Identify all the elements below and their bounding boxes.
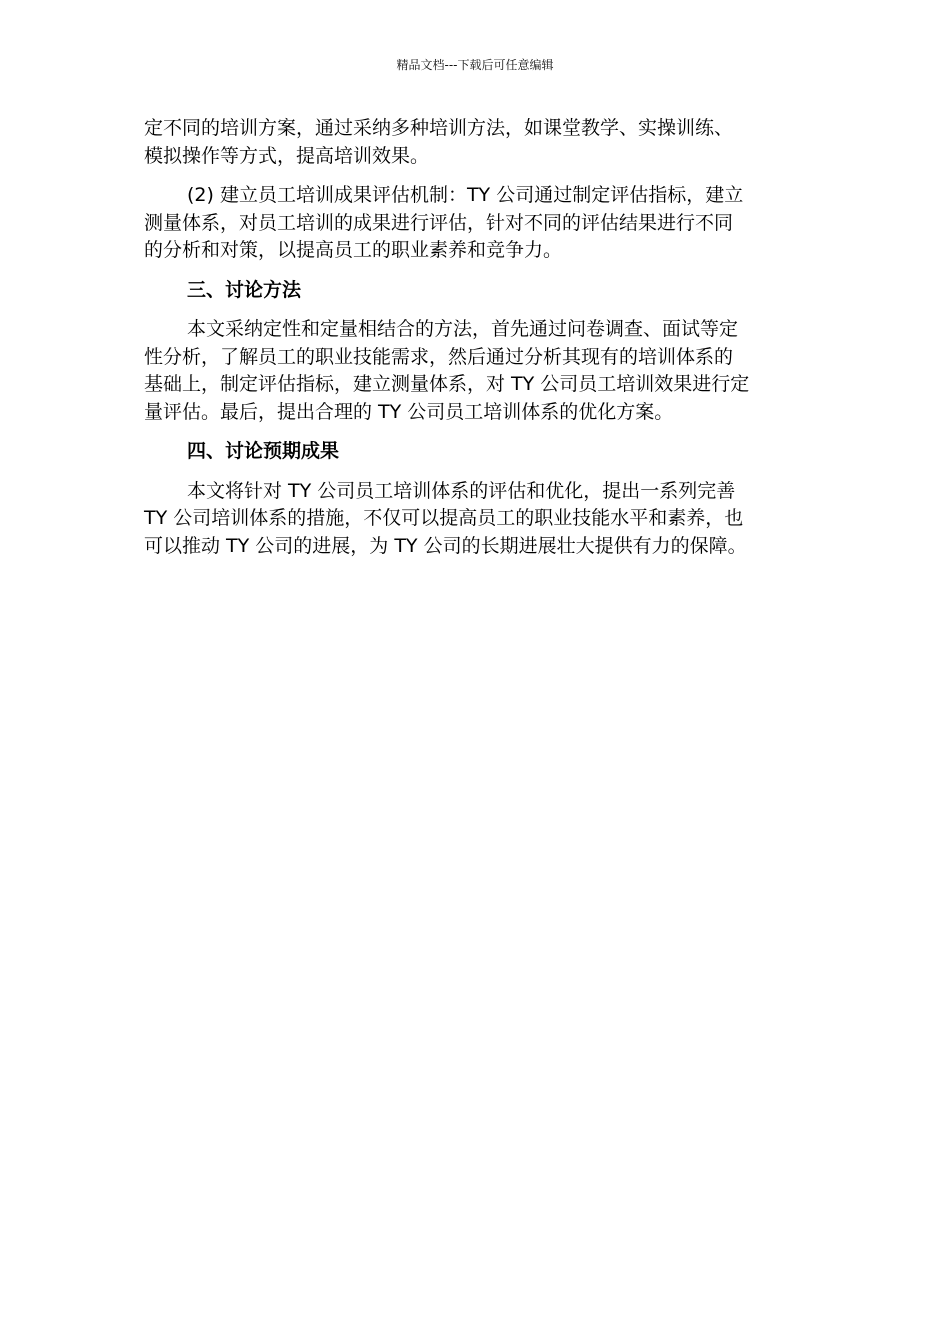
section-heading-expected-results: 四、讨论预期成果 xyxy=(187,440,340,462)
text-line: 性分析，了解员工的职业技能需求，然后通过分析其现有的培训体系的 xyxy=(144,345,734,368)
text-line: 定不同的培训方案，通过采纳多种培训方法，如课堂教学、实操训练、 xyxy=(144,117,734,139)
page-header: 精品文档---下载后可任意编辑 xyxy=(396,58,554,72)
text-line: 的分析和对策，以提高员工的职业素养和竞争力。 xyxy=(144,239,563,261)
text-line: 基础上，制定评估指标，建立测量体系，对 TY 公司员工培训效果进行定 xyxy=(144,373,750,395)
text-line: 量评估。最后，提出合理的 TY 公司员工培训体系的优化方案。 xyxy=(144,400,674,423)
text-line: 可以推动 TY 公司的进展，为 TY 公司的长期进展壮大提供有力的保障。 xyxy=(144,534,747,557)
paragraph-expected-results xyxy=(144,478,806,561)
paragraph-training-methods xyxy=(144,115,806,170)
paragraph-evaluation-mechanism xyxy=(144,182,806,265)
document-body xyxy=(144,115,806,572)
text-line: (2) 建立员工培训成果评估机制：TY 公司通过制定评估指标，建立 xyxy=(187,184,744,206)
text-line: 本文将针对 TY 公司员工培训体系的评估和优化，提出一系列完善 xyxy=(187,479,736,502)
text-line: 本文采纳定性和定量相结合的方法，首先通过问卷调查、面试等定 xyxy=(187,318,739,340)
paragraph-methods xyxy=(144,316,806,426)
section-heading-methods: 三、讨论方法 xyxy=(187,278,302,301)
text-line: TY 公司培训体系的措施，不仅可以提高员工的职业技能水平和素养，也 xyxy=(144,507,744,529)
text-line: 模拟操作等方式，提高培训效果。 xyxy=(144,144,430,167)
text-line: 测量体系，对员工培训的成果进行评估，针对不同的评估结果进行不同 xyxy=(144,211,734,234)
